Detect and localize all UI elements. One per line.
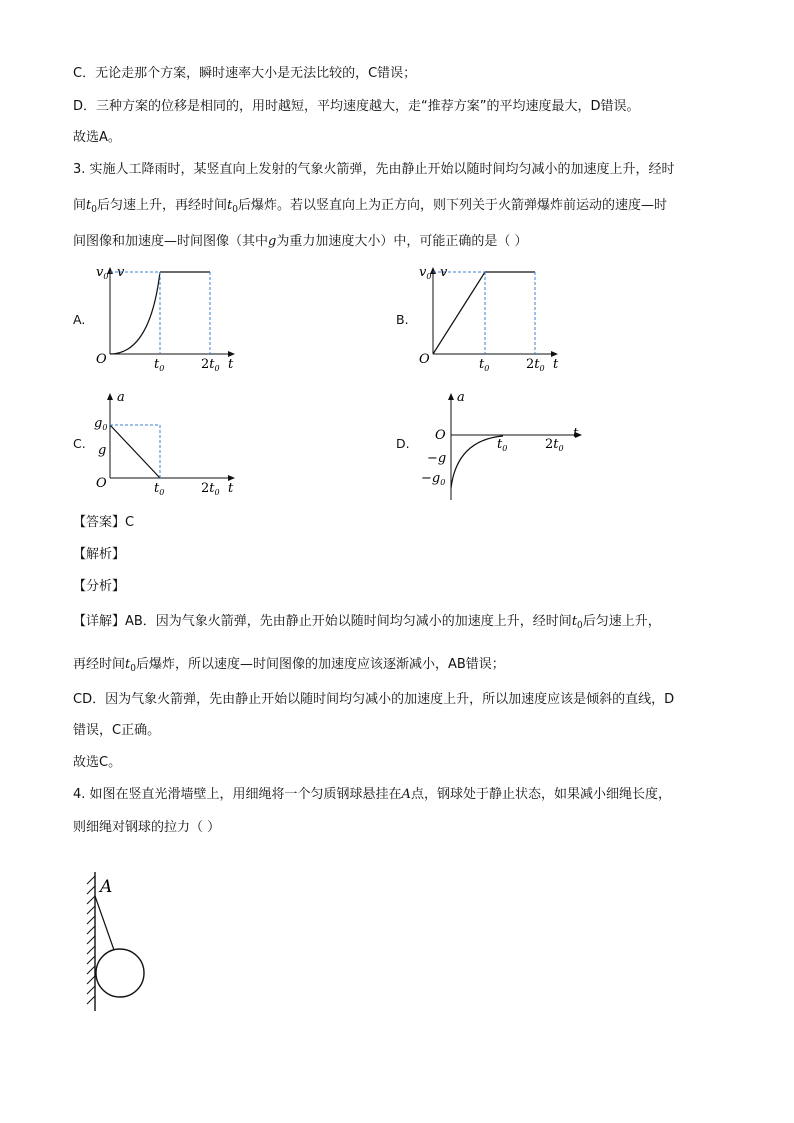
q3-line-2a: 间 [73, 198, 87, 213]
graph-b [411, 262, 571, 382]
detail-line-1a: 【详解】AB．因为气象火箭弹，先由静止开始以随时间均匀减小的加速度上升，经时间 [73, 614, 572, 629]
graph-a [88, 262, 248, 382]
t0-symbol: $t_0$ [571, 614, 583, 631]
q3-line-2 [73, 196, 667, 220]
origin-label: O [96, 476, 107, 491]
q4-line-1a: 4. 如图在竖直光滑墙壁上，用细绳将一个匀质钢球悬挂在 [73, 787, 402, 802]
rope [95, 896, 114, 950]
wall-ball-figure [78, 866, 158, 1016]
point-a-label: A [100, 877, 113, 897]
acceleration-curve [451, 436, 503, 488]
origin-label: O [435, 428, 446, 443]
t0-symbol: $t_0$ [86, 198, 97, 215]
g0-label: $g_0$ [94, 416, 108, 432]
q3-line-3b: 为重力加速度大小）中，可能正确的是（ ） [276, 234, 528, 249]
neg-g-label: −g [427, 451, 447, 466]
q3-line-3 [73, 232, 527, 252]
origin-label: O [96, 352, 107, 367]
option-b-label: B. [396, 312, 409, 327]
2t0-label: $2t_0$ [526, 357, 545, 373]
2t0-label: $2t_0$ [545, 437, 564, 453]
a-label: a [117, 390, 125, 405]
wall-hatching [87, 876, 95, 1004]
detail-line-2 [73, 655, 505, 679]
detail-line-1b: 后匀速上升， [582, 614, 661, 629]
origin-label: O [419, 352, 430, 367]
option-a-label: A. [73, 312, 86, 327]
t-label: t [573, 426, 579, 441]
t0-label: $t_0$ [497, 437, 508, 453]
2t0-label: $2t_0$ [201, 481, 220, 497]
t-label: t [553, 357, 559, 372]
velocity-ramp [433, 272, 485, 354]
option-c-label: C. [73, 436, 86, 451]
v-label: v [117, 265, 125, 280]
q4-line-1 [73, 785, 671, 805]
option-d-label: D. [396, 436, 410, 451]
graph-d [411, 388, 586, 503]
t-label: t [228, 481, 234, 496]
choose-a-text: 故选A。 [73, 130, 121, 145]
t0-symbol: $t_0$ [227, 198, 238, 215]
steel-ball [96, 949, 144, 997]
acceleration-line [110, 425, 160, 478]
cd-line-1: CD．因为气象火箭弹，先由静止开始以随时间均匀减小的加速度上升，所以加速度应该是倾斜的直线，D [73, 692, 675, 707]
detail-line-2b: 后爆炸，所以速度—时间图像的加速度应该逐渐减小，AB错误； [135, 657, 505, 672]
velocity-curve [110, 272, 160, 354]
t0-label: $t_0$ [154, 481, 165, 497]
g-symbol: g [268, 234, 277, 249]
q3-line-2b: 后匀速上升，再经时间 [96, 198, 227, 213]
q3-line-3a: 间图像和加速度—时间图像（其中 [73, 234, 269, 249]
point-a-symbol: A [401, 787, 411, 802]
choose-c-text: 故选C。 [73, 755, 122, 770]
a-label: a [457, 390, 465, 405]
detail-line-1 [73, 612, 661, 636]
q4-line-1b: 点，钢球处于静止状态，如果减小细绳长度， [410, 787, 671, 802]
answer-text: 【答案】C [73, 515, 135, 530]
t0-label: $t_0$ [479, 357, 490, 373]
q4-line-2: 则细绳对钢球的拉力（ ） [73, 820, 221, 835]
graph-c [88, 388, 248, 503]
fenxi-heading: 【分析】 [73, 579, 126, 594]
q3-line-2c: 后爆炸。若以竖直向上为正方向，则下列关于火箭弹爆炸前运动的速度—时 [237, 198, 667, 213]
cd-line-2: 错误，C正确。 [73, 723, 161, 738]
neg-g0-label: $-g_0$ [421, 471, 446, 487]
t0-label: $t_0$ [154, 357, 165, 373]
q3-line-1: 3. 实施人工降雨时，某竖直向上发射的气象火箭弹，先由静止开始以随时间均匀减小的加速度上升，经时 [73, 162, 675, 177]
v0-label: $v_0$ [419, 265, 432, 281]
option-d-text: D．三种方案的位移是相同的，用时越短，平均速度越大，走“推荐方案”的平均速度最大，D错误。 [73, 99, 640, 114]
t0-symbol: $t_0$ [125, 657, 136, 674]
analysis-heading: 【解析】 [73, 547, 126, 562]
detail-line-2a: 再经时间 [73, 657, 126, 672]
g-label: g [98, 443, 107, 458]
option-c-text: C．无论走那个方案，瞬时速率大小是无法比较的，C错误； [73, 66, 417, 81]
t-label: t [228, 357, 234, 372]
v-label: v [440, 265, 448, 280]
v0-label: $v_0$ [96, 265, 109, 281]
2t0-label: $2t_0$ [201, 357, 220, 373]
